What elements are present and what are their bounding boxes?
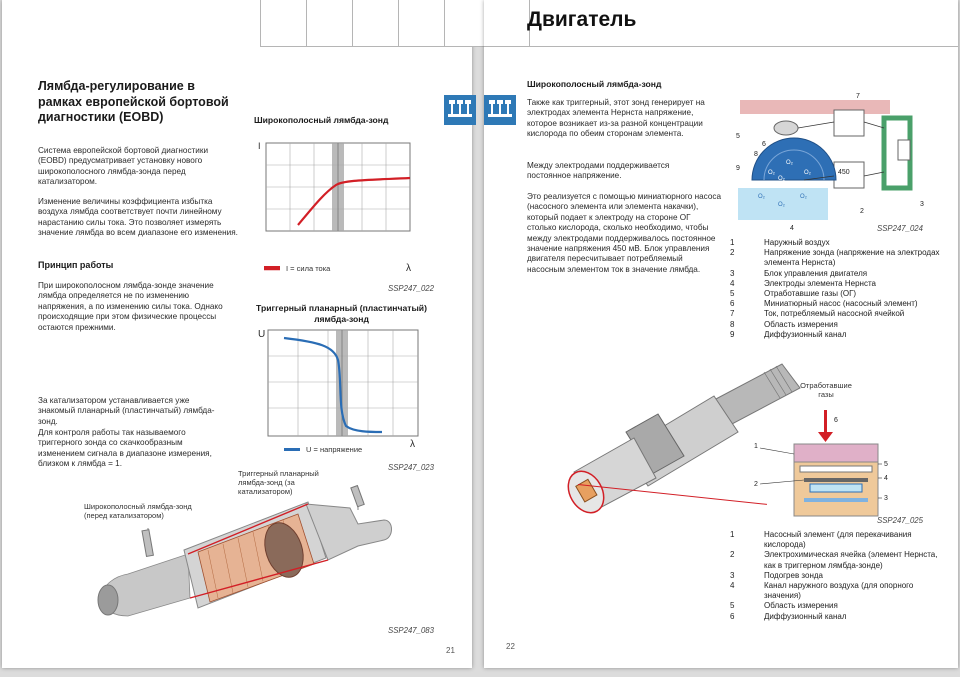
legend-item: 7 Ток, потребляемый насосной ячейкой: [730, 309, 905, 319]
svg-text:6: 6: [762, 141, 766, 148]
paragraph: Это реализуется с помощью миниатюрного насоса (насосного элемента или элемента накачки), который подает к электроду на стороне ОГ столько кислорода, сколько необходимо, чтобы между электродами поддерживалось постоянное значение напряжения 450 мВ. Блок управления двигателя пересчитывает потребляемый насосным элементом ток в значение лямбда.: [527, 192, 722, 274]
legend-item: 5 Область измерения: [730, 601, 838, 611]
svg-text:O₂: O₂: [768, 170, 775, 176]
figure-code: SSP247_023: [388, 463, 434, 472]
callout-wideband-sensor: Широкополосный лямбда-зонд (перед катализатором): [84, 502, 192, 521]
legend-item: 4 Электроды элемента Нернста: [730, 278, 876, 288]
figure-code: SSP247_024: [877, 224, 923, 233]
exhaust-label: Отработавшие газы: [800, 381, 852, 400]
legend-item: 2 Напряжение зонда (напряжение на электродах элемента Нернста): [730, 248, 940, 268]
legend-item: 6 Диффузионный канал: [730, 611, 847, 621]
catalytic-converter-illustration: [88, 480, 398, 635]
svg-text:2: 2: [754, 481, 758, 488]
callout-trigger-sensor: Триггерный планарный лямбда-зонд (за катализатором): [238, 469, 319, 497]
svg-text:O₂: O₂: [800, 194, 807, 200]
paragraph: Для контроля работы так называемого триггерного зонда со скачкообразным изменением сигнала в диапазоне измерения, близком к лямбда = 1.: [38, 428, 212, 469]
wideband-current-chart: [258, 143, 418, 273]
svg-text:8: 8: [754, 151, 758, 158]
figure-code: SSP247_025: [877, 516, 923, 525]
tab: [398, 0, 444, 47]
svg-text:6: 6: [834, 417, 838, 424]
paragraph: Система европейской бортовой диагностики (EOBD) предусматривает установку нового широкополосного лямбда-зонда перед катализатором.: [38, 146, 209, 187]
page-tabs: [484, 0, 530, 47]
svg-text:O₂: O₂: [786, 160, 793, 166]
axis-label-y: U: [258, 329, 266, 340]
svg-text:5: 5: [884, 461, 888, 468]
paragraph: Также как триггерный, этот зонд генерирует на электродах элемента Нернста напряжение, которое возникает из-за разной концентрации кислорода по обеим сторонам элемента.: [527, 98, 705, 139]
nernst-cell-diagram: [734, 88, 924, 233]
section-heading: Широкополосный лямбда-зонд: [527, 79, 662, 89]
svg-text:O₂: O₂: [804, 170, 811, 176]
axis-label-y: I: [258, 141, 261, 151]
legend-swatch: [284, 448, 300, 451]
svg-text:O₂: O₂: [778, 202, 785, 208]
sensor-cross-section-diagram: [754, 404, 914, 519]
header-rule: [530, 46, 958, 47]
legend-item: 3 Подогрев зонда: [730, 570, 823, 580]
svg-text:7: 7: [856, 93, 860, 100]
page-title: Лямбда-регулирование в рамках европейской бортовой диагностики (EOBD): [38, 79, 229, 124]
svg-text:3: 3: [884, 495, 888, 502]
legend-item: 3 Блок управления двигателя: [730, 268, 868, 278]
svg-text:1: 1: [754, 443, 758, 450]
axis-label-x: λ: [410, 439, 415, 450]
paragraph: За катализатором устанавливается уже знакомый планарный (пластинчатый) лямбда-зонд.: [38, 396, 215, 426]
figure-code: SSP247_022: [388, 284, 434, 293]
axis-label-x: λ: [406, 263, 411, 274]
right-page: [484, 0, 958, 668]
svg-text:5: 5: [736, 133, 740, 140]
svg-text:3: 3: [920, 201, 924, 208]
voltage-value: 450: [838, 169, 850, 176]
section-heading: Принцип работы: [38, 260, 114, 270]
engine-section-icon: [444, 95, 476, 125]
tab: [306, 0, 352, 47]
paragraph: При широкополосном лямбда-зонде значение лямбда определяется не по изменению напряжения, а по изменению силы тока. Однако происходящие при этом физические процессы остаются прежними.: [38, 281, 223, 332]
svg-text:O₂: O₂: [758, 194, 765, 200]
legend-list: [730, 238, 950, 340]
svg-text:4: 4: [884, 475, 888, 482]
legend-item: 6 Миниатюрный насос (насосный элемент): [730, 299, 918, 309]
legend-item: 4 Канал наружного воздуха (для опорного значения): [730, 581, 914, 601]
legend-item: 9 Диффузионный канал: [730, 329, 847, 339]
tab: [352, 0, 398, 47]
legend-item: 1 Наружный воздух: [730, 238, 830, 247]
legend-list: [730, 530, 950, 622]
svg-text:2: 2: [860, 208, 864, 215]
paragraph: Изменение величины коэффициента избытка воздуха лямбда соответствует почти линейному нарастанию силы тока. Это позволяет измерять значение лямбда во всем диапазоне его изменения.: [38, 197, 238, 238]
legend-item: 8 Область измерения: [730, 319, 838, 329]
paragraph: Между электродами поддерживается постоянное напряжение.: [527, 161, 670, 181]
page-number: 22: [506, 642, 515, 651]
svg-text:4: 4: [790, 225, 794, 232]
tab: [484, 0, 530, 47]
legend-item: 5 Отработавшие газы (ОГ): [730, 289, 857, 299]
page-title: Двигатель: [527, 8, 637, 31]
tab: [260, 0, 306, 47]
legend-label: I = сила тока: [286, 264, 331, 273]
figure-code: SSP247_083: [388, 626, 434, 635]
figure-title: Триггерный планарный (пластинчатый) лямбда-зонд: [256, 303, 427, 324]
left-page: [2, 0, 472, 668]
legend-swatch: [264, 266, 280, 269]
engine-section-icon: [484, 95, 516, 125]
page-number: 21: [446, 646, 455, 655]
page-tabs: [260, 0, 491, 47]
legend-label: U = напряжение: [306, 445, 363, 454]
svg-text:9: 9: [736, 165, 740, 172]
legend-item: 2 Электрохимическая ячейка (элемент Нернста, как в триггерном лямбда-зонде): [730, 550, 938, 570]
svg-text:O₂: O₂: [778, 176, 785, 182]
legend-item: 1 Насосный элемент (для перекачивания кислорода): [730, 530, 912, 550]
trigger-voltage-chart: [258, 330, 423, 460]
figure-title: Широкополосный лямбда-зонд: [254, 115, 389, 125]
